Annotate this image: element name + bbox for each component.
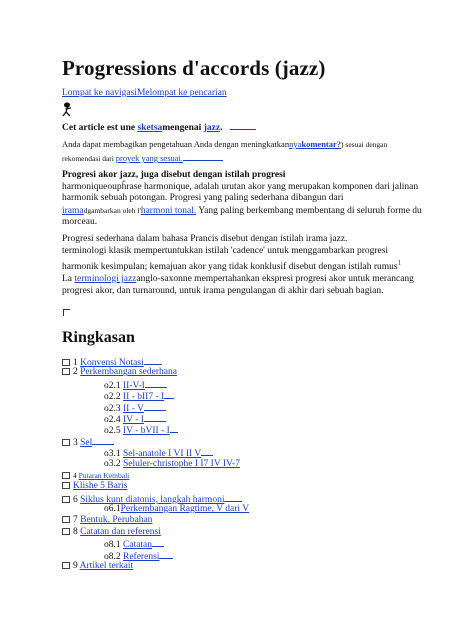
- toc-link[interactable]: Perkembangan sederhana: [80, 367, 177, 378]
- para2-line3b: anglo-saxonne mempertahankan ekspresi progresi akor untuk merancang progresi akor, dan turnaround, untuk irama pengulangan di akhir dari sebuah bagian.: [62, 273, 414, 296]
- toc-bullet: [62, 482, 70, 489]
- intro-paragraph: [62, 170, 422, 229]
- toc-item[interactable]: o2.1 II-V-I: [62, 379, 249, 390]
- toc-link[interactable]: Perkembangan Ragtime, V dari V: [120, 504, 250, 515]
- toc-num: 8.2: [108, 551, 123, 562]
- toc-num: 1: [73, 358, 81, 368]
- toc-num: 8: [73, 526, 81, 537]
- toc-link[interactable]: Catatan dan referensi: [80, 526, 161, 537]
- page-title: Progressions d'accords (jazz): [62, 56, 326, 80]
- toc-bullet: [62, 516, 70, 523]
- stub-topic-link[interactable]: jazz: [203, 123, 221, 133]
- toc-bullet: [62, 562, 70, 569]
- toc-num: 3.2: [108, 458, 123, 469]
- toc-item[interactable]: [62, 367, 249, 378]
- table-of-contents: [62, 356, 249, 572]
- toc-num: 8.1: [108, 540, 123, 551]
- para2-line2: terminologi klasik mempertuntukkan istilah 'cadence' untuk menggambarkan progresi harmonik kesimpulan; kemajuan akor yang tidak konklusif disebut dengan istilah rumus: [62, 245, 398, 273]
- help-link-proyek[interactable]: proyek yang sesuai.: [115, 153, 184, 163]
- toc-item[interactable]: o2.2 II - bII7 - I: [62, 390, 249, 401]
- help-part2: ) sesuai dengan rekomendasi dari: [62, 140, 388, 163]
- toc-link[interactable]: Artikel terkait: [79, 561, 134, 572]
- toc-link[interactable]: Klishe 5 Baris: [73, 481, 128, 492]
- toc-item[interactable]: o2.4 IV - I: [62, 413, 249, 424]
- toc-item[interactable]: o3.2 Seluler-christophe I I7 IV IV-7: [104, 458, 240, 469]
- harmoni-tonal-link[interactable]: harmoni tonal.: [140, 205, 197, 216]
- toc-num: 2.4: [108, 414, 123, 425]
- stub-notice: [62, 120, 256, 133]
- help-link-komentar[interactable]: komentar?: [301, 139, 342, 149]
- intro-small-tag: dgambarkan oleh l': [83, 205, 141, 215]
- toc-item[interactable]: o8.1 Catatan: [62, 538, 249, 549]
- toc-bullet: [62, 359, 70, 366]
- toc-link[interactable]: Bentuk, Perubahan: [80, 515, 153, 526]
- skip-to-navigation-link[interactable]: Lompat ke navigasi: [62, 88, 137, 98]
- toc-item[interactable]: [62, 561, 249, 572]
- toc-num: 3.1: [108, 449, 123, 460]
- second-paragraph: [62, 234, 422, 297]
- intro-heading: Progresi akor jazz, juga disebut dengan istilah progresi: [62, 170, 286, 180]
- toc-link[interactable]: II - bII7 - I: [123, 392, 165, 403]
- help-text: [62, 138, 422, 165]
- toc-link[interactable]: Putaran Kembali: [78, 470, 130, 480]
- para2-line1: Progresi sederhana dalam bahasa Prancis disebut dengan istilah irama jazz.: [62, 234, 348, 244]
- toc-item[interactable]: [62, 493, 249, 504]
- toc-num: 2.5: [108, 426, 123, 437]
- stub-underline: [230, 120, 256, 130]
- toc-num: 2.2: [108, 392, 123, 403]
- stub-music-icon: [62, 101, 76, 117]
- toc-link[interactable]: II - V: [123, 403, 144, 414]
- toc-bullet: [62, 496, 70, 503]
- para2-line3a: La: [62, 273, 75, 284]
- toc-num: 6: [73, 494, 81, 505]
- toc-num: 3: [73, 437, 81, 448]
- toc-heading: Ringkasan: [62, 329, 135, 346]
- irama-link[interactable]: irama: [62, 205, 84, 216]
- toc-bullet: [62, 439, 70, 446]
- toc-link[interactable]: Sel-anatole I VI II V: [123, 449, 202, 460]
- toc-item[interactable]: o3.1 Sel-anatole I VI II V: [62, 447, 249, 458]
- toc-num: 2: [73, 367, 81, 378]
- toc-num: 2.3: [108, 403, 123, 414]
- toc-item[interactable]: o6.1Perkembangan Ragtime, V dari V: [104, 504, 250, 515]
- stub-prefix: Cet article est une: [62, 123, 138, 133]
- toc-link[interactable]: IV - bVII - I: [123, 426, 170, 437]
- stub-link[interactable]: sketsa: [137, 123, 163, 133]
- skip-to-search-link[interactable]: Melompat ke pencarian: [136, 88, 227, 98]
- help-link-nya[interactable]: nya: [289, 139, 302, 149]
- toc-link[interactable]: Referensi: [123, 551, 160, 562]
- toc-item[interactable]: [62, 515, 249, 526]
- intro-tail: Yang paling berkembang membentang di seluruh forme du morceau.: [62, 205, 422, 228]
- toc-link[interactable]: II-V-I: [123, 380, 145, 391]
- toc-item[interactable]: [62, 527, 249, 538]
- toc-bullet: [62, 528, 70, 535]
- toc-item[interactable]: o8.2 Referensi: [62, 550, 249, 561]
- intro-text: harmoniqueoupĥrase harmonique, adalah urutan akor yang merupakan komponen dari jalinan harmonik sebuah potongan. Progresi yang paling sederhana dibangun dari: [62, 181, 419, 204]
- terminologi-jazz-link[interactable]: terminologi jazz: [74, 273, 137, 284]
- skip-links: [62, 88, 227, 98]
- toc-link[interactable]: Siklus kunt diatonis, langkah harmoni: [80, 494, 225, 505]
- toc-link[interactable]: Catatan: [123, 540, 153, 551]
- toc-item[interactable]: [62, 470, 249, 481]
- footnote-ref[interactable]: 1: [397, 258, 402, 268]
- toc-item[interactable]: [62, 481, 249, 492]
- help-underline: [183, 151, 223, 161]
- toc-num: 7: [73, 515, 81, 526]
- stub-middle: mengenai: [162, 123, 204, 133]
- help-part1: Anda dapat membagikan pengetahuan Anda dengan meningkatkan: [62, 139, 290, 149]
- toc-num: 2.1: [108, 380, 123, 391]
- toc-item[interactable]: [62, 436, 249, 447]
- toc-num: 4: [73, 470, 79, 480]
- toc-link[interactable]: Konvensi Notasi: [80, 358, 144, 368]
- toc-item[interactable]: o2.5 IV - bVII - I: [62, 424, 249, 435]
- toc-link[interactable]: Seluler-christophe I I7 IV IV-7: [123, 458, 240, 469]
- toc-num: 9: [73, 561, 80, 572]
- toc-num: 6.1: [108, 504, 121, 515]
- toc-link[interactable]: IV - I: [123, 414, 144, 425]
- toc-bullet: [62, 368, 70, 375]
- toc-item[interactable]: o2.3 II - V: [62, 402, 249, 413]
- collapse-marker: [63, 309, 70, 316]
- toc-link[interactable]: Sel: [80, 437, 93, 448]
- toc-item[interactable]: [62, 356, 249, 367]
- toc-bullet: [62, 472, 70, 479]
- stub-suffix: .: [220, 123, 223, 133]
